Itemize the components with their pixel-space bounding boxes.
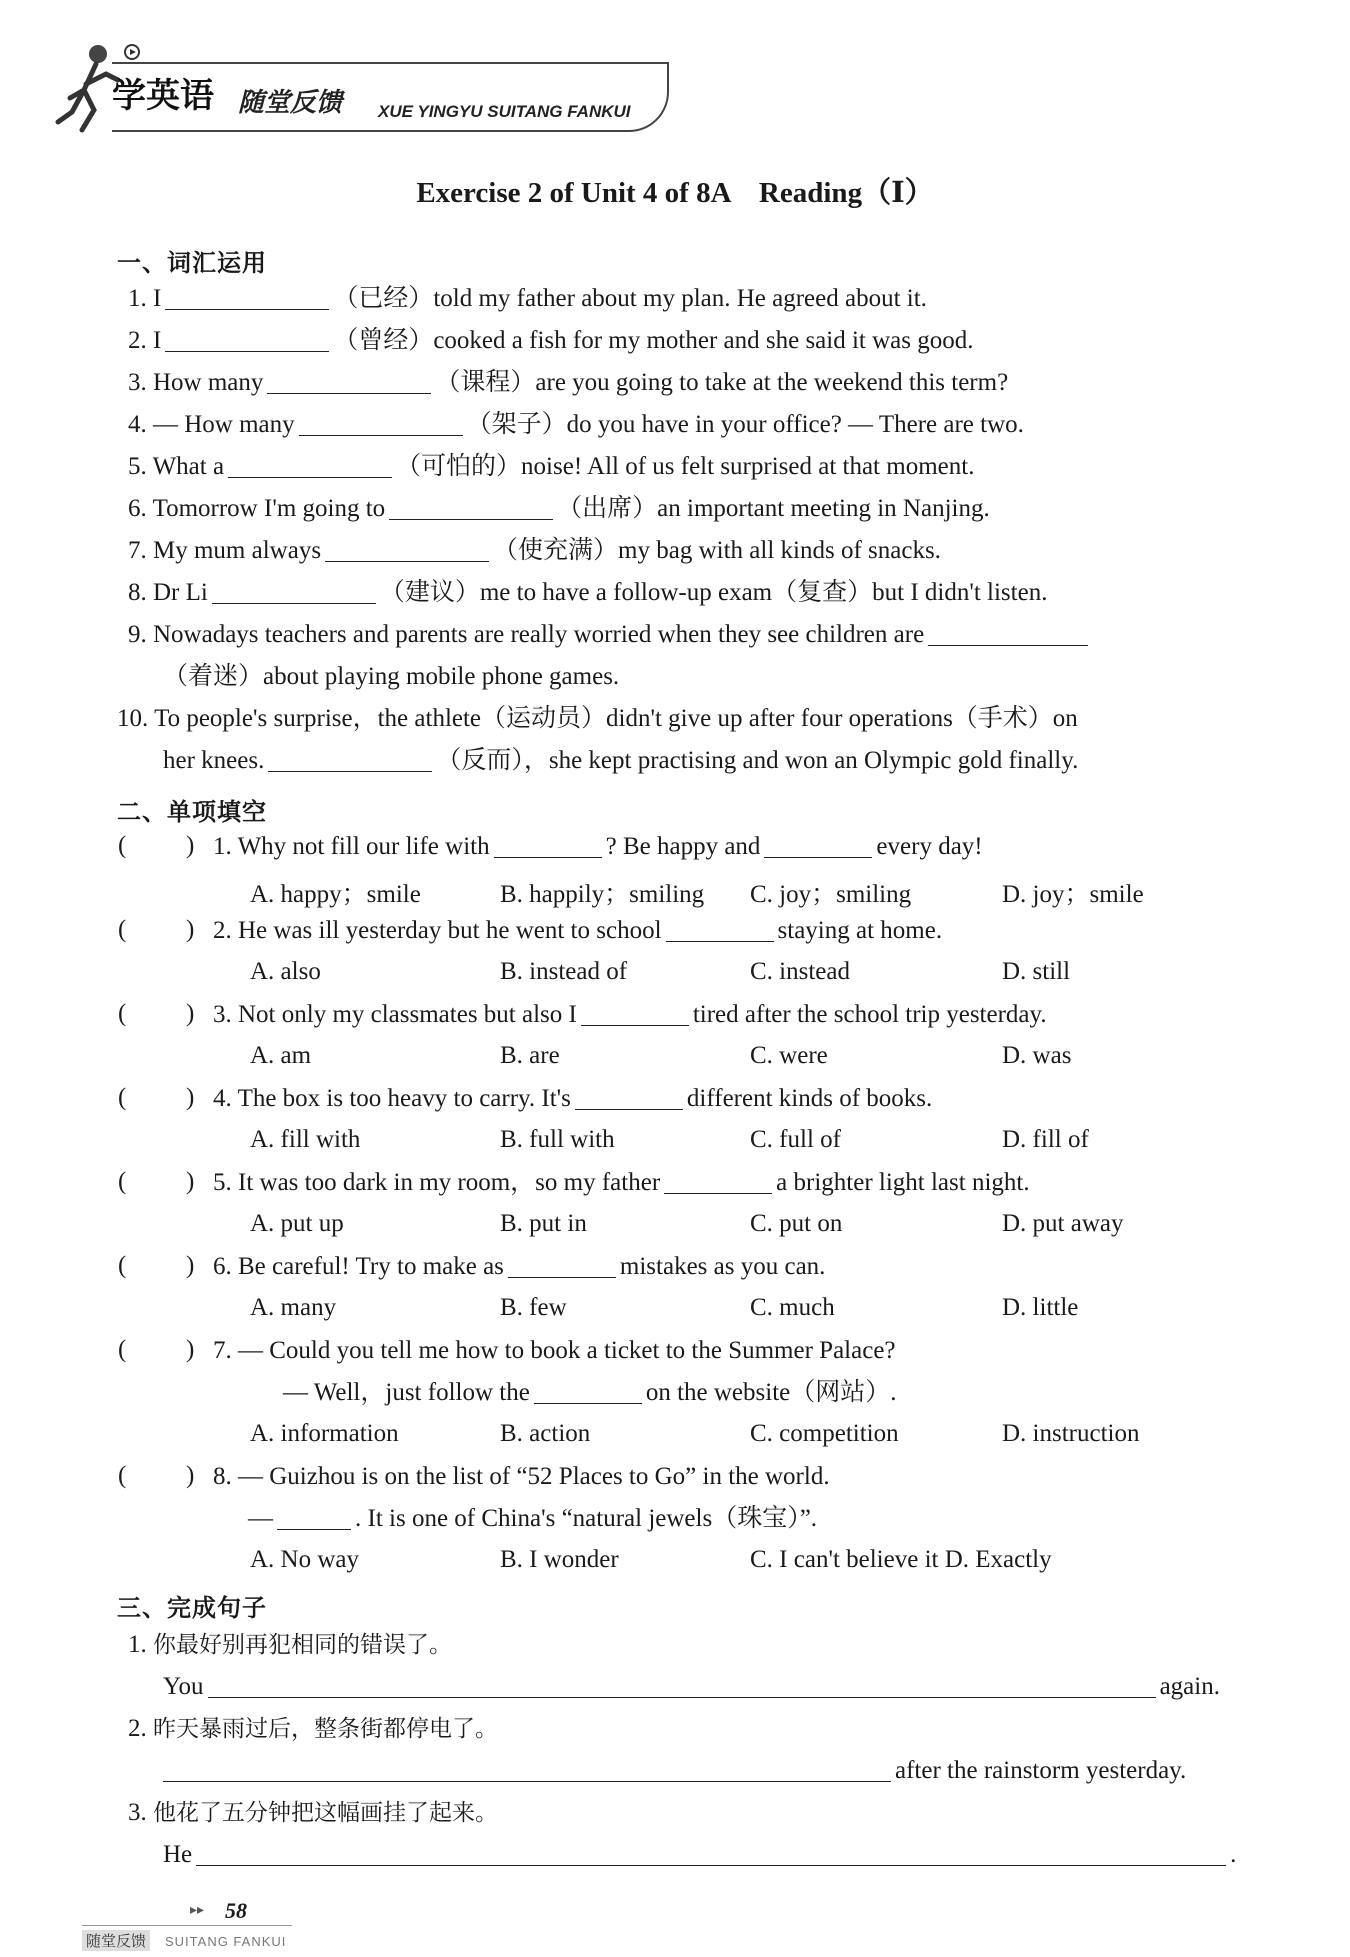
answer-blank[interactable]	[165, 327, 329, 352]
question-stem	[213, 1168, 1030, 1198]
sentence-start: You	[163, 1673, 204, 1700]
sentence-start: He	[163, 1841, 193, 1868]
answer-blank[interactable]	[764, 833, 872, 858]
answer-paren-left[interactable]: (	[118, 1252, 127, 1279]
option-b[interactable]: B. happily；smiling	[500, 881, 705, 908]
question-stem	[213, 1462, 830, 1492]
question-stem	[213, 1252, 825, 1282]
question-number: 8.	[213, 1463, 232, 1490]
answer-blank[interactable]	[325, 537, 489, 562]
item-text: （可怕的）noise! All of us felt surprised at that moment.	[396, 453, 975, 480]
answer-blank[interactable]	[575, 1085, 683, 1110]
item-number: 6.	[128, 495, 147, 522]
answer-blank[interactable]	[212, 579, 376, 604]
answer-paren-right[interactable]: )	[186, 1168, 195, 1195]
vocab-item	[128, 620, 1092, 650]
option-b[interactable]: B. I wonder	[500, 1546, 619, 1573]
item-text: Nowadays teachers and parents are really worried when they see children are	[153, 621, 925, 648]
item-number: 8.	[128, 579, 147, 606]
answer-paren-left[interactable]: (	[118, 916, 127, 943]
stem-text: on the website（网站）.	[645, 1379, 897, 1406]
chinese-sentence: 你最好别再犯相同的错误了。	[153, 1632, 452, 1658]
answer-paren-left[interactable]: (	[118, 1462, 127, 1489]
item-number: 3.	[128, 369, 147, 396]
sentence-end: after the rainstorm yesterday.	[895, 1757, 1187, 1784]
item-number: 4.	[128, 411, 147, 438]
question-number: 3.	[213, 1001, 232, 1028]
answer-blank[interactable]	[268, 747, 432, 772]
vocab-item	[128, 578, 1047, 608]
stem-text: Be careful! Try to make as	[238, 1253, 504, 1280]
sentence-answer-line	[163, 1672, 1220, 1702]
item-number: 5.	[128, 453, 147, 480]
option-d[interactable]: D. little	[1002, 1294, 1079, 1321]
brand-subtitle: 随堂反馈	[238, 88, 343, 118]
item-text: （架子）do you have in your office? — There are two.	[466, 411, 1024, 438]
answer-paren-left[interactable]: (	[118, 1168, 127, 1195]
vocab-item	[117, 704, 1078, 734]
item-text: What a	[152, 453, 225, 480]
option-a[interactable]: A. am	[250, 1042, 312, 1069]
item-text: How many	[153, 369, 264, 396]
vocab-item	[128, 452, 974, 482]
brand-title: 学英语	[112, 76, 214, 116]
sentence-answer-line	[163, 1756, 1186, 1786]
question-number: 7.	[213, 1337, 232, 1364]
item-text: I	[153, 327, 162, 354]
item-text: To people's surprise，the athlete（运动员）didn't give up after four operations（手术）on	[154, 705, 1078, 732]
item-text: （已经）told my father about my plan. He agreed about it.	[333, 285, 927, 312]
question-stem-line2	[283, 1378, 897, 1408]
stem-text: staying at home.	[777, 917, 943, 944]
vocab-item	[128, 410, 1024, 440]
stem-text: It was too dark in my room，so my father	[238, 1169, 661, 1196]
footer-tag-en: SUITANG FANKUI	[165, 1934, 287, 1949]
answer-paren-right[interactable]: )	[186, 1462, 195, 1489]
stem-text: — Could you tell me how to book a ticket to the Summer Palace?	[238, 1337, 896, 1364]
translation-prompt	[128, 1630, 452, 1660]
item-text: （出席）an important meeting in Nanjing.	[557, 495, 990, 522]
option-a[interactable]: A. information	[250, 1420, 399, 1447]
translation-prompt	[128, 1798, 498, 1828]
answer-blank[interactable]	[267, 369, 431, 394]
option-c[interactable]: C. competition	[750, 1420, 899, 1447]
question-stem	[213, 1000, 1047, 1030]
translation-prompt	[128, 1714, 498, 1744]
item-number: 7.	[128, 537, 147, 564]
option-b[interactable]: B. action	[500, 1420, 591, 1447]
option-a[interactable]: A. put up	[250, 1210, 344, 1237]
option-d[interactable]: D. joy；smile	[1002, 881, 1144, 908]
answer-blank[interactable]	[664, 1169, 772, 1194]
question-stem	[213, 916, 942, 946]
stem-text: tired after the school trip yesterday.	[692, 1001, 1047, 1028]
option-c[interactable]: C. much	[750, 1294, 835, 1321]
option-c[interactable]: C. were	[750, 1042, 828, 1069]
answer-blank[interactable]	[208, 1673, 1156, 1698]
question-number: 4.	[213, 1085, 232, 1112]
option-a[interactable]: A. also	[250, 958, 321, 985]
item-text: （课程）are you going to take at the weekend this term?	[435, 369, 1009, 396]
item-text: （使充满）my bag with all kinds of snacks.	[493, 537, 941, 564]
answer-blank[interactable]	[534, 1379, 642, 1404]
answer-paren-right[interactable]: )	[186, 916, 195, 943]
stem-text: ? Be happy and	[605, 833, 761, 860]
answer-blank[interactable]	[196, 1841, 1226, 1866]
item-text: I	[153, 285, 162, 312]
stem-text: different kinds of books.	[686, 1085, 933, 1112]
answer-paren-left[interactable]: (	[118, 832, 127, 859]
page-title: Exercise 2 of Unit 4 of 8A Reading（Ⅰ）	[416, 177, 934, 209]
item-text: （反而），she kept practising and won an Olympic gold finally.	[436, 747, 1079, 774]
stem-text: —	[248, 1505, 273, 1532]
option-b[interactable]: B. full with	[500, 1126, 615, 1153]
option-c[interactable]: C. I can't believe it D. Exactly	[750, 1546, 1052, 1573]
answer-blank[interactable]	[581, 1001, 689, 1026]
stem-text: Why not fill our life with	[237, 833, 490, 860]
page-arrows-icon: ▸▸	[190, 1903, 205, 1918]
answer-paren-right[interactable]: )	[186, 1084, 195, 1111]
answer-blank[interactable]	[928, 621, 1088, 646]
sentence-end: .	[1230, 1841, 1237, 1868]
option-c[interactable]: C. instead	[750, 958, 850, 985]
section3-heading: 三、完成句子	[117, 1594, 267, 1622]
sentence-answer-line	[163, 1840, 1236, 1870]
chinese-sentence: 他花了五分钟把这幅画挂了起来。	[153, 1800, 498, 1826]
answer-paren-left[interactable]: (	[118, 1336, 127, 1363]
answer-paren-left[interactable]: (	[118, 1000, 127, 1027]
section2-heading: 二、单项填空	[117, 798, 267, 826]
stem-text: . It is one of China's “natural jewels（珠宝）”.	[355, 1505, 818, 1532]
option-b[interactable]: B. put in	[500, 1210, 587, 1237]
stem-text: Not only my classmates but also I	[238, 1001, 577, 1028]
item-text: Dr Li	[153, 579, 208, 606]
answer-blank[interactable]	[277, 1505, 351, 1530]
question-number: 1.	[213, 833, 232, 860]
vocab-item-continuation: （着迷）about playing mobile phone games.	[163, 663, 620, 690]
stem-text: a brighter light last night.	[776, 1169, 1030, 1196]
option-d[interactable]: D. instruction	[1002, 1420, 1140, 1447]
answer-blank[interactable]	[163, 1757, 891, 1782]
question-stem	[213, 1084, 932, 1114]
answer-paren-right[interactable]: )	[186, 1000, 195, 1027]
stem-text: The box is too heavy to carry. It's	[237, 1085, 571, 1112]
page-number: 58	[225, 1898, 247, 1923]
vocab-item-continuation	[163, 746, 1078, 776]
item-number: 9.	[128, 621, 147, 648]
item-text: Tomorrow I'm going to	[152, 495, 386, 522]
item-text: （建议）me to have a follow-up exam（复查）but I didn't listen.	[379, 579, 1048, 606]
vocab-item	[128, 284, 927, 314]
stem-text: — Guizhou is on the list of “52 Places to Go” in the world.	[238, 1463, 830, 1490]
vocab-item	[128, 326, 974, 356]
answer-blank[interactable]	[165, 285, 329, 310]
answer-blank[interactable]	[228, 453, 392, 478]
chinese-sentence: 昨天暴雨过后，整条街都停电了。	[153, 1716, 498, 1742]
option-a[interactable]: A. fill with	[250, 1126, 361, 1153]
answer-paren-right[interactable]: )	[186, 1252, 195, 1279]
option-c[interactable]: C. put on	[750, 1210, 843, 1237]
item-number: 1.	[128, 285, 147, 312]
question-number: 2.	[213, 917, 232, 944]
section1-heading: 一、词汇运用	[117, 249, 267, 277]
answer-paren-right[interactable]: )	[186, 1336, 195, 1363]
brand-pinyin: XUE YINGYU SUITANG FANKUI	[378, 102, 631, 121]
vocab-item	[128, 536, 941, 566]
item-text: My mum always	[153, 537, 322, 564]
option-b[interactable]: B. are	[500, 1042, 560, 1069]
option-c[interactable]: C. joy；smiling	[750, 881, 912, 908]
item-text: — How many	[153, 411, 295, 438]
item-number: 10.	[117, 705, 149, 732]
option-b[interactable]: B. few	[500, 1294, 567, 1321]
footer-rule	[82, 1925, 292, 1926]
item-text: （曾经）cooked a fish for my mother and she said it was good.	[333, 327, 974, 354]
question-stem-line2	[248, 1504, 817, 1534]
option-d[interactable]: D. still	[1002, 958, 1071, 985]
vocab-item	[128, 368, 1008, 398]
option-c[interactable]: C. full of	[750, 1126, 841, 1153]
answer-blank[interactable]	[666, 917, 774, 942]
item-number: 2.	[128, 327, 147, 354]
option-a[interactable]: A. happy；smile	[250, 881, 421, 908]
stem-text: every day!	[876, 833, 983, 860]
item-number: 3.	[128, 1799, 147, 1826]
item-text: her knees.	[163, 747, 265, 774]
answer-blank[interactable]	[389, 495, 553, 520]
option-a[interactable]: A. many	[250, 1294, 337, 1321]
option-d[interactable]: D. was	[1002, 1042, 1072, 1069]
answer-blank[interactable]	[494, 833, 602, 858]
stem-text: — Well，just follow the	[283, 1379, 530, 1406]
footer-tag: 随堂反馈	[82, 1930, 150, 1951]
answer-blank[interactable]	[508, 1253, 616, 1278]
question-number: 5.	[213, 1169, 232, 1196]
item-number: 1.	[128, 1631, 147, 1658]
question-stem	[213, 1336, 896, 1366]
answer-paren-right[interactable]: )	[186, 832, 195, 859]
sentence-end: again.	[1159, 1673, 1220, 1700]
option-d[interactable]: D. put away	[1002, 1210, 1124, 1237]
option-d[interactable]: D. fill of	[1002, 1126, 1089, 1153]
stem-text: mistakes as you can.	[619, 1253, 826, 1280]
question-number: 6.	[213, 1253, 232, 1280]
answer-paren-left[interactable]: (	[118, 1084, 127, 1111]
option-b[interactable]: B. instead of	[500, 958, 628, 985]
item-number: 2.	[128, 1715, 147, 1742]
answer-blank[interactable]	[299, 411, 463, 436]
vocab-item	[128, 494, 990, 524]
stem-text: He was ill yesterday but he went to school	[238, 917, 662, 944]
question-stem	[213, 832, 983, 862]
option-a[interactable]: A. No way	[250, 1546, 360, 1573]
